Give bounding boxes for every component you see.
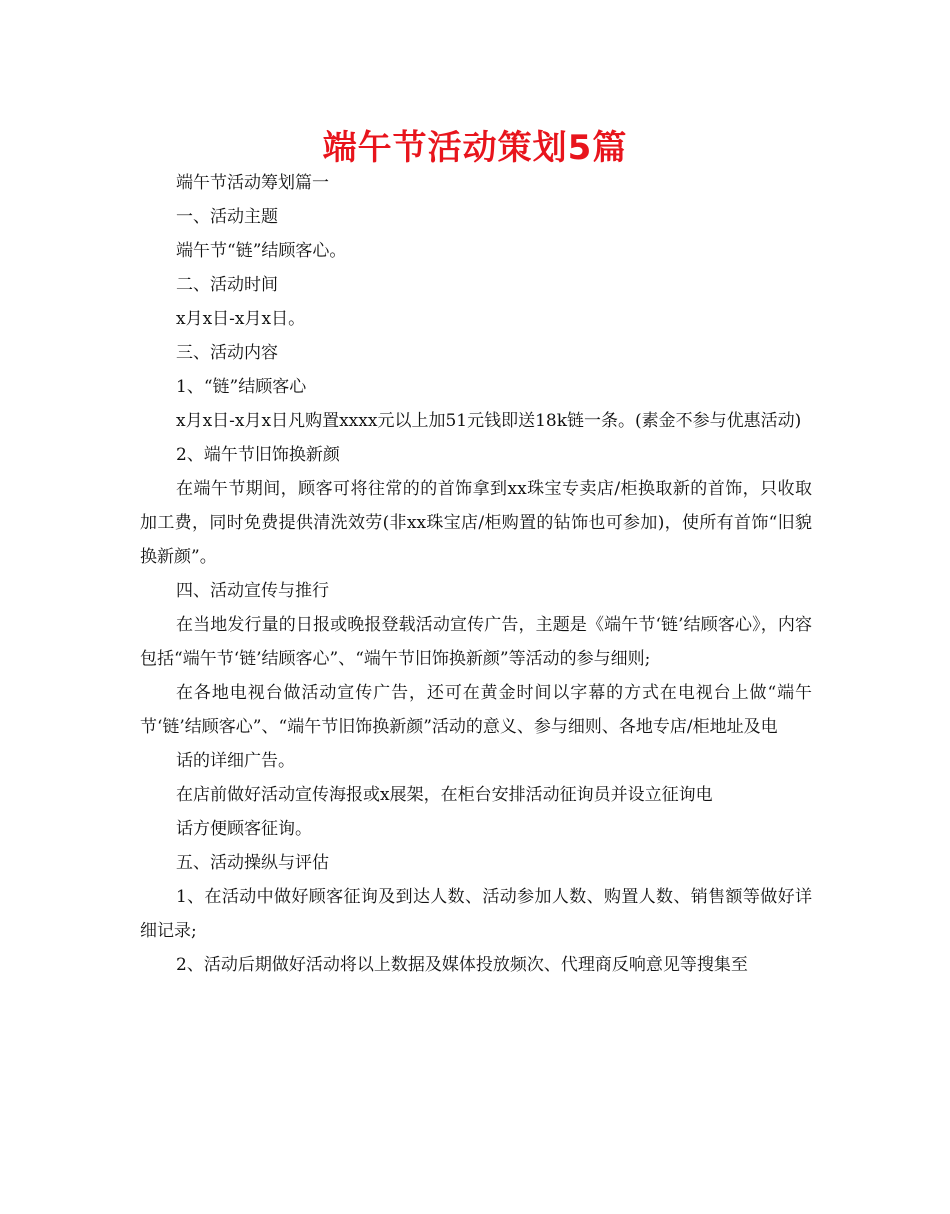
paragraph: 话方便顾客征询。 bbox=[176, 819, 312, 839]
paragraph-heading-time: 二、活动时间 bbox=[176, 275, 278, 295]
paragraph: x月x日-x月x日凡购置xxxx元以上加51元钱即送18k链一条。(素金不参与优惠活动) bbox=[176, 411, 802, 431]
paragraph: 在端午节期间，顾客可将往常的的首饰拿到xx珠宝专卖店/柜换取新的首饰，只收取加工费，同时免费提供清洗效劳(非xx珠宝店/柜购置的钻饰也可参加)，使所有首饰“旧貌换新颜”。 bbox=[140, 479, 812, 567]
paragraph: 在各地电视台做活动宣传广告，还可在黄金时间以字幕的方式在电视台上做“端午节‘链’结顾客心”、“端午节旧饰换新颜”活动的意义、参与细则、各地专店/柜地址及电 bbox=[140, 683, 812, 737]
paragraph: 2、活动后期做好活动将以上数据及媒体投放频次、代理商反响意见等搜集至 bbox=[176, 955, 748, 975]
paragraph-section-heading: 端午节活动筹划篇一 bbox=[176, 173, 329, 193]
paragraph: 2、端午节旧饰换新颜 bbox=[176, 445, 340, 465]
paragraph: x月x日-x月x日。 bbox=[176, 309, 306, 329]
paragraph-heading-evaluation: 五、活动操纵与评估 bbox=[176, 853, 329, 873]
paragraph-heading-content: 三、活动内容 bbox=[176, 343, 278, 363]
paragraph: 端午节“链”结顾客心。 bbox=[176, 241, 347, 261]
document-body bbox=[140, 166, 812, 982]
document-title: 端午节活动策划5篇 bbox=[322, 128, 628, 168]
paragraph-heading-promotion: 四、活动宣传与推行 bbox=[176, 581, 329, 601]
paragraph: 在当地发行量的日报或晚报登载活动宣传广告，主题是《端午节‘链’结顾客心》，内容包括“端午节‘链’结顾客心”、“端午节旧饰换新颜”等活动的参与细则; bbox=[140, 615, 812, 669]
paragraph-heading-theme: 一、活动主题 bbox=[176, 207, 278, 227]
paragraph: 话的详细广告。 bbox=[176, 751, 295, 771]
paragraph: 1、“链”结顾客心 bbox=[176, 377, 307, 397]
paragraph: 在店前做好活动宣传海报或x展架，在柜台安排活动征询员并设立征询电 bbox=[176, 785, 713, 805]
paragraph: 1、在活动中做好顾客征询及到达人数、活动参加人数、购置人数、销售额等做好详细记录; bbox=[140, 887, 812, 941]
